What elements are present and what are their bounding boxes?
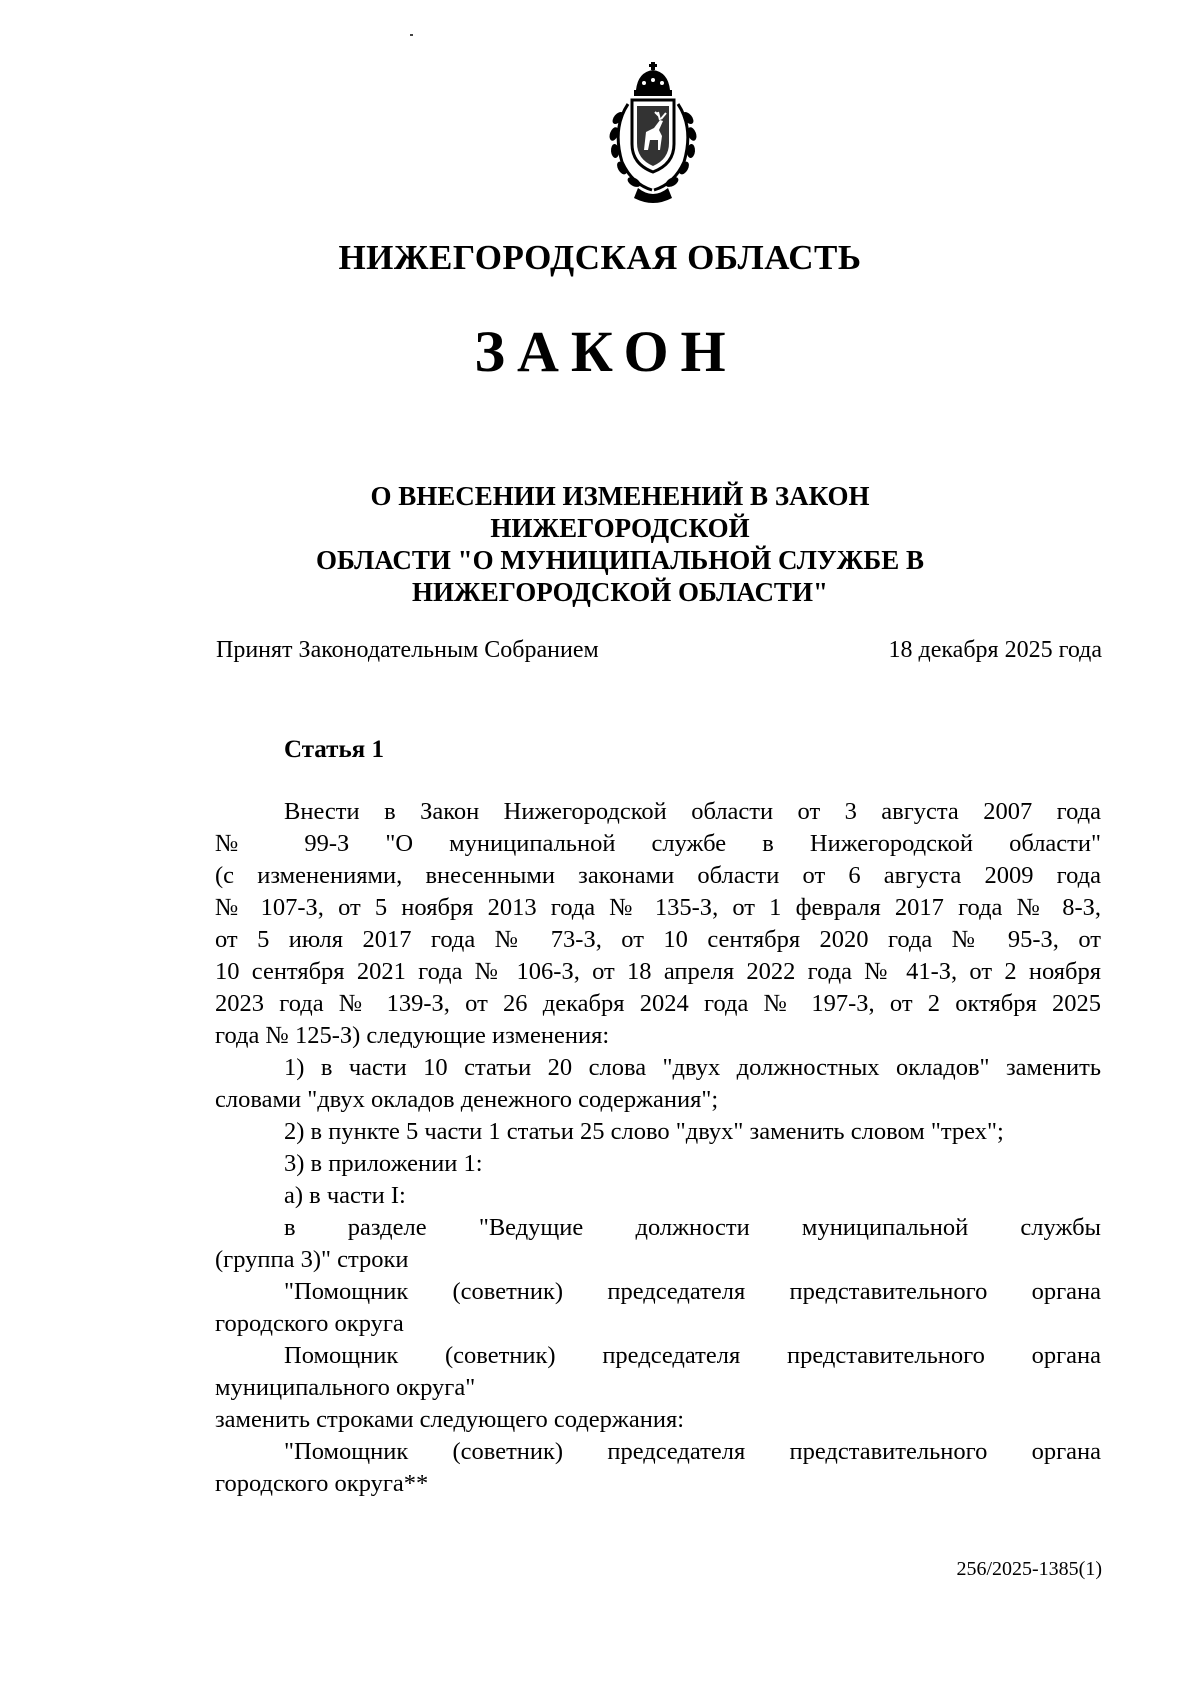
body-line: № 107-З, от 5 ноября 2013 года № 135-З, от 1 февраля 2017 года № 8-З, [215,894,1101,921]
body-line: 1) в части 10 статьи 20 слова "двух должностных окладов" заменить [284,1054,1101,1081]
body-line: 3) в приложении 1: [284,1150,483,1177]
law-subject [250,480,990,608]
body-line: "Помощник (советник) председателя представительного органа [284,1278,1101,1305]
body-line: муниципального округа" [215,1374,476,1401]
body-line: от 5 июля 2017 года № 73-З, от 10 сентября 2020 года № 95-З, от [215,926,1101,953]
body-line: (группа 3)" строки [215,1246,409,1273]
body-line: Помощник (советник) председателя представительного органа [284,1342,1101,1369]
body-line: 2023 года № 139-З, от 26 декабря 2024 года № 197-З, от 2 октября 2025 [215,990,1101,1017]
coat-of-arms-icon [588,58,738,208]
body-line: "Помощник (советник) председателя представительного органа [284,1438,1101,1465]
body-line: № 99-З "О муниципальной службе в Нижегородской области" [215,830,1101,857]
law-subject-line: НИЖЕГОРОДСКОЙ ОБЛАСТИ" [412,577,828,607]
scan-speck [410,34,413,36]
body-line: 2) в пункте 5 части 1 статьи 25 слово "двух" заменить словом "трех"; [284,1118,1004,1145]
body-line: городского округа [215,1310,404,1337]
law-subject-line: О ВНЕСЕНИИ ИЗМЕНЕНИЙ В ЗАКОН НИЖЕГОРОДСКОЙ [370,481,870,543]
article-heading: Статья 1 [284,736,384,763]
body-line: 10 сентября 2021 года № 106-З, от 18 апреля 2022 года № 41-З, от 2 ноября [215,958,1101,985]
body-line: а) в части I: [284,1182,406,1209]
body-line: года № 125-З) следующие изменения: [215,1022,610,1049]
document-number: 256/2025-1385(1) [956,1558,1102,1580]
body-line: Внести в Закон Нижегородской области от 3 августа 2007 года [284,798,1101,825]
body-line: (с изменениями, внесенными законами области от 6 августа 2009 года [215,862,1101,889]
body-line: словами "двух окладов денежного содержания"; [215,1086,719,1113]
law-subject-line: ОБЛАСТИ "О МУНИЦИПАЛЬНОЙ СЛУЖБЕ В [315,545,925,575]
adoption-date: 18 декабря 2025 года [888,637,1102,663]
article-body [215,796,1101,1500]
body-line: городского округа** [215,1470,429,1497]
body-line: в разделе "Ведущие должности муниципальной службы [284,1214,1101,1241]
adopted-by: Принят Законодательным Собранием [216,637,599,663]
document-type: ЗАКОН [474,319,738,384]
body-line: заменить строками следующего содержания: [215,1406,685,1433]
region-name: НИЖЕГОРОДСКАЯ ОБЛАСТЬ [338,238,862,277]
